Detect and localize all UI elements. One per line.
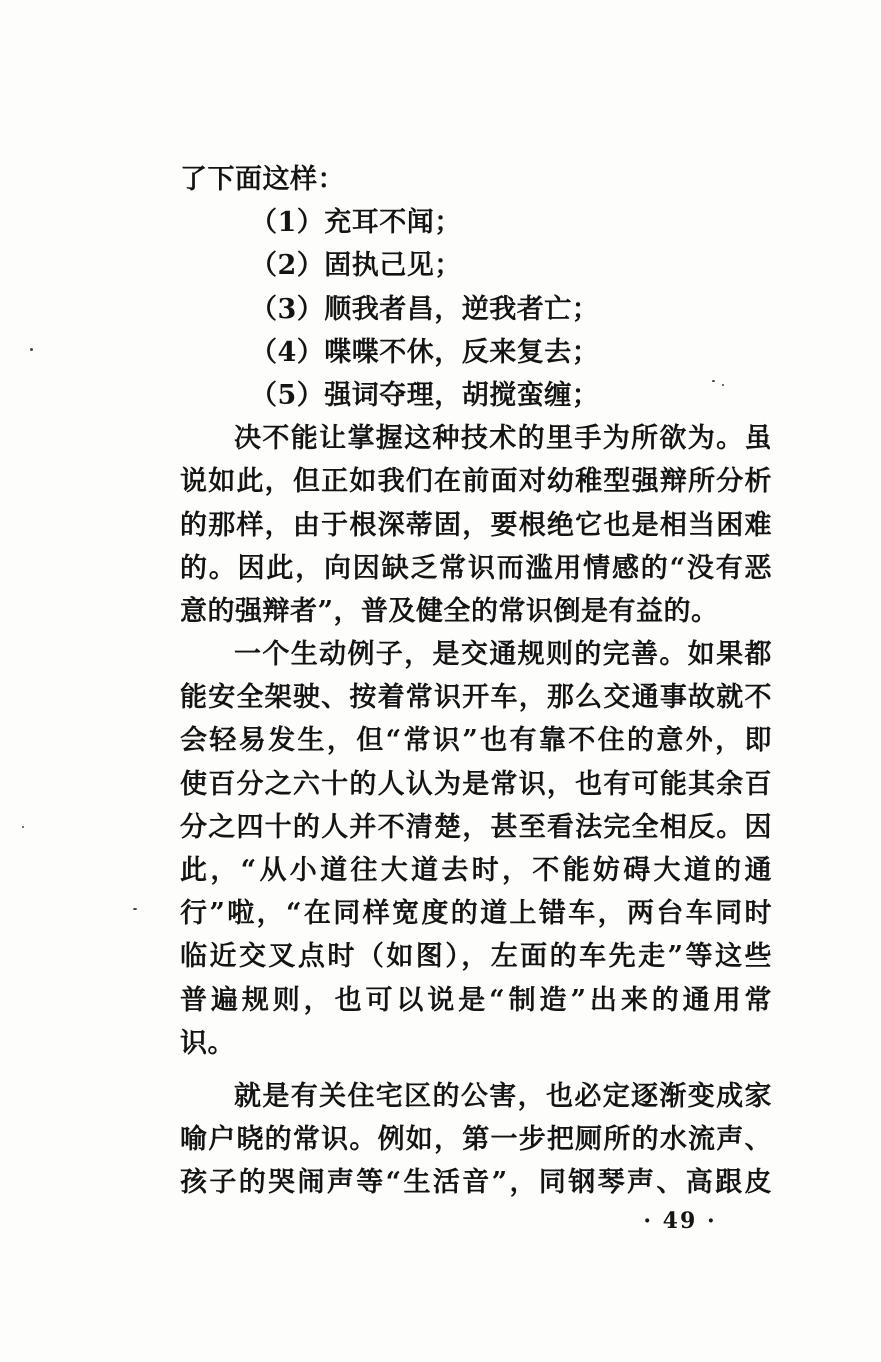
paragraph-line: 的。因此，向因缺乏常识而滥用情感的“没有恶 [180,552,772,584]
paragraph-line: 使百分之六十的人认为是常识，也有可能其余百 [180,768,772,800]
paragraph-line: 就是有关住宅区的公害，也必定逐渐变成家 [234,1080,772,1112]
paragraph-line: 说如此，但正如我们在前面对幼稚型强辩所分析 [180,466,772,498]
paragraph-gap [180,1065,772,1075]
list-item: （4）喋喋不休，反来复去； [250,336,600,368]
scan-speck [722,384,724,386]
body-text [180,158,772,1205]
paragraph-line: 识。 [180,1027,235,1059]
paragraph-line: 喻户晓的常识。例如，第一步把厕所的水流声、 [180,1124,772,1156]
list-item: （3）顺我者昌，逆我者亡； [250,293,600,325]
paragraph-line: 临近交叉点时（如图），左面的车先走”等这些 [180,941,772,973]
paragraph-line: 的那样，由于根深蒂固，要根绝它也是相当困难 [180,509,772,541]
paragraph-line: 一个生动例子，是交通规则的完善。如果都 [234,639,772,671]
list-item: （1）充耳不闻； [250,207,462,239]
paragraph-line: 此，“从小道往大道去时，不能妨碍大道的通 [180,855,772,886]
paragraph-line: 能安全架驶、按着常识开车，那么交通事故就不 [180,682,772,714]
list-item: （2）固执己见； [250,250,462,282]
paragraph-line: 分之四十的人并不清楚，甚至看法完全相反。因 [180,811,772,843]
paragraph-line: 普遍规则，也可以说是“制造”出来的通用常 [180,984,772,1016]
scan-speck [22,826,24,828]
scan-speck [133,908,137,910]
list-item: （5）强词夺理，胡搅蛮缠； [250,379,600,411]
page-number: · 49 · [643,1208,717,1234]
paragraph-line: 意的强辩者”，普及健全的常识倒是有益的。 [180,595,719,627]
paragraph-line: 决不能让掌握这种技术的里手为所欲为。虽 [234,423,772,455]
paragraph-line: 会轻易发生，但“常识”也有靠不住的意外，即 [180,725,772,757]
paragraph-line: 行”啦，“在同样宽度的道上错车，两台车同时 [180,898,772,930]
scan-speck [712,380,715,382]
paragraph-line: 孩子的哭闹声等“生活音”，同钢琴声、高跟皮 [180,1167,772,1199]
scan-speck [30,348,33,351]
text-line: 了下面这样： [180,164,345,195]
